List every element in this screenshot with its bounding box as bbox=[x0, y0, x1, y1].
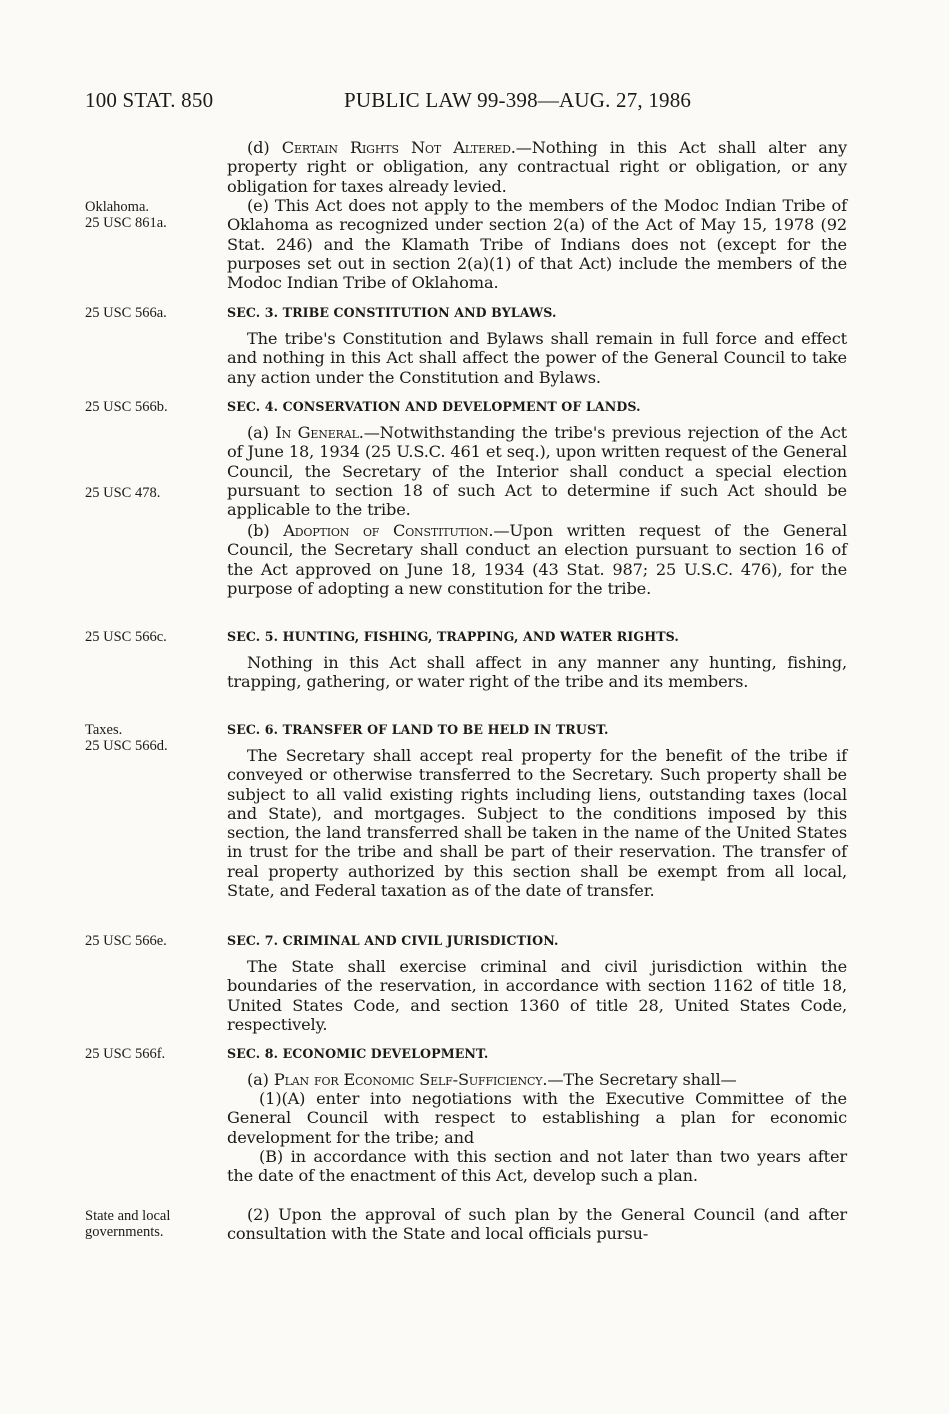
section-3-heading: SEC. 3. TRIBE CONSTITUTION AND BYLAWS. bbox=[227, 305, 557, 320]
section-8-a-heading: Plan for Economic Self-Sufficiency. bbox=[273, 1070, 548, 1089]
section-4-a-text: —Notwithstanding the tribe's previous rejection of the Act of June 18, 1934 (25 U.S.C. 461 et seq.), upon written request of the General Council, the Secretary of the Interior shall conduct a special election pursuant to section 18 of such Act to determine if such Act should be applicable to the tribe. bbox=[227, 423, 848, 520]
margin-note-usc-566d: 25 USC 566d. bbox=[85, 738, 168, 754]
stat-citation: 100 STAT. 850 bbox=[85, 88, 214, 112]
section-4-b bbox=[227, 521, 847, 598]
margin-note-usc-566b: 25 USC 566b. bbox=[85, 399, 168, 415]
margin-note-usc-566c: 25 USC 566c. bbox=[85, 629, 167, 645]
section-4-a bbox=[227, 423, 847, 519]
public-law-title: PUBLIC LAW 99-398—AUG. 27, 1986 bbox=[344, 88, 692, 112]
section-3-text: The tribe's Constitution and Bylaws shall remain in full force and effect and nothing in this Act shall affect the power of the General Council to take any action under the Constitution and Bylaws. bbox=[227, 329, 847, 387]
section-8-heading: SEC. 8. ECONOMIC DEVELOPMENT. bbox=[227, 1046, 489, 1061]
section-4-a-heading: In General. bbox=[275, 423, 364, 442]
paragraph-d-label: (d) bbox=[247, 138, 282, 157]
section-4-b-text: —Upon written request of the General Council, the Secretary shall conduct an election pursuant to section 16 of the Act approved on June 18, 1934 (43 Stat. 987; 25 U.S.C. 476), for the purpose of adopting a new constitution for the tribe. bbox=[227, 521, 847, 598]
section-3-body bbox=[227, 329, 847, 387]
section-8-a-2 bbox=[227, 1205, 847, 1244]
margin-note-usc-566a: 25 USC 566a. bbox=[85, 305, 167, 321]
margin-note-oklahoma-label: Oklahoma. bbox=[85, 199, 150, 215]
margin-note-taxes-label: Taxes. bbox=[85, 722, 123, 738]
section-8-a bbox=[227, 1070, 847, 1089]
paragraph-d bbox=[227, 138, 847, 196]
section-8-a-B bbox=[227, 1147, 847, 1186]
margin-note-oklahoma bbox=[85, 199, 220, 231]
section-8-a-2-text: (2) Upon the approval of such plan by the General Council (and after consultation with the State and local officials pursu- bbox=[227, 1205, 847, 1244]
paragraph-d-text: —Nothing in this Act shall alter any property right or obligation, any contractual right or obligation, or any obligation for taxes already levied. bbox=[227, 138, 848, 196]
margin-note-usc-478: 25 USC 478. bbox=[85, 485, 161, 501]
section-5-body bbox=[227, 653, 847, 692]
section-6-text: The Secretary shall accept real property for the benefit of the tribe if conveyed or otherwise transferred to the Secretary. Such property shall be subject to all valid existing rights including liens, outstanding taxes (local and State), and mortgages. Subject to the conditions imposed by this section, the land transferred shall be taken in the name of the United States in trust for the tribe and shall be part of their reservation. The transfer of real property authorized by this section shall be exempt from all local, State, and Federal taxation as of the date of transfer. bbox=[227, 746, 847, 901]
paragraph-e bbox=[227, 196, 847, 292]
page-header bbox=[85, 88, 845, 118]
section-5-heading: SEC. 5. HUNTING, FISHING, TRAPPING, AND WATER RIGHTS. bbox=[227, 629, 679, 644]
section-6-heading: SEC. 6. TRANSFER OF LAND TO BE HELD IN TRUST. bbox=[227, 722, 609, 737]
section-4-a-label: (a) bbox=[247, 423, 276, 442]
section-4-heading: SEC. 4. CONSERVATION AND DEVELOPMENT OF LANDS. bbox=[227, 399, 641, 414]
section-5-text: Nothing in this Act shall affect in any manner any hunting, fishing, trapping, gathering, or water right of the tribe and its members. bbox=[227, 653, 847, 692]
margin-note-usc-861a: 25 USC 861a. bbox=[85, 215, 167, 231]
margin-note-state-local-line1: State and local bbox=[85, 1208, 171, 1224]
section-8-a-1A bbox=[227, 1089, 847, 1147]
margin-note-taxes bbox=[85, 722, 220, 754]
margin-note-usc-566f: 25 USC 566f. bbox=[85, 1046, 166, 1062]
paragraph-d-heading: Certain Rights Not Altered. bbox=[281, 138, 516, 157]
margin-note-state-local bbox=[85, 1208, 220, 1240]
section-7-heading: SEC. 7. CRIMINAL AND CIVIL JURISDICTION. bbox=[227, 933, 559, 948]
section-8-a-label: (a) bbox=[247, 1070, 274, 1089]
margin-note-state-local-line2: governments. bbox=[85, 1224, 164, 1240]
section-8-a-B-text: (B) in accordance with this section and not later than two years after the date of the enactment of this Act, develop such a plan. bbox=[227, 1147, 847, 1186]
section-7-body bbox=[227, 957, 847, 1034]
section-4-b-heading: Adoption of Constitution. bbox=[283, 521, 494, 540]
section-8-a-1A-text: (1)(A) enter into negotiations with the Executive Committee of the General Council with respect to establishing a plan for economic development for the tribe; and bbox=[227, 1089, 847, 1147]
section-4-b-label: (b) bbox=[247, 521, 284, 540]
paragraph-e-text: (e) This Act does not apply to the members of the Modoc Indian Tribe of Oklahoma as recognized under section 2(a) of the Act of May 15, 1978 (92 Stat. 246) and the Klamath Tribe of Indians does not (except for the purposes set out in section 2(a)(1) of that Act) include the members of the Modoc Indian Tribe of Oklahoma. bbox=[227, 196, 847, 293]
section-6-body bbox=[227, 746, 847, 900]
section-8-a-text: —The Secretary shall— bbox=[547, 1070, 737, 1089]
margin-note-usc-566e: 25 USC 566e. bbox=[85, 933, 167, 949]
section-7-text: The State shall exercise criminal and civil jurisdiction within the boundaries of the reservation, in accordance with section 1162 of title 18, United States Code, and section 1360 of title 28, United States Code, respectively. bbox=[227, 957, 847, 1034]
